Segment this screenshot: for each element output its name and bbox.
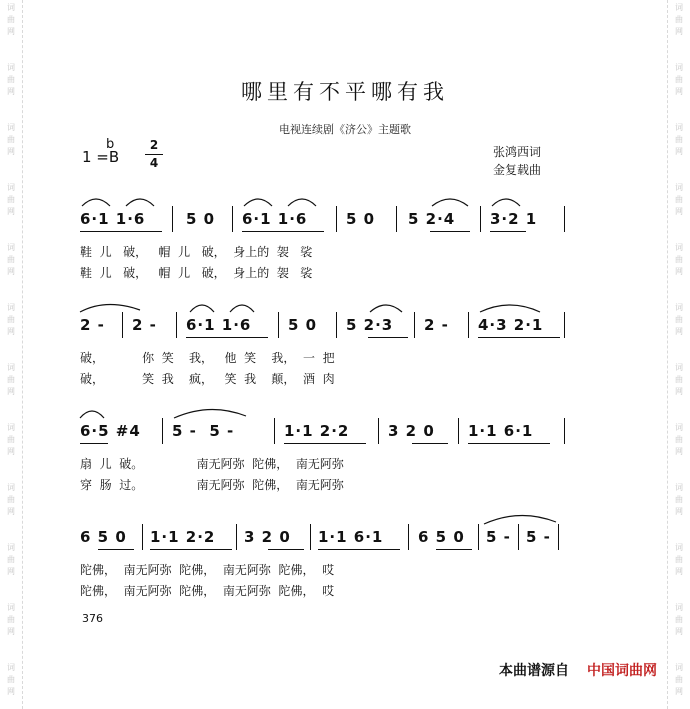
watermark-char: 曲 <box>7 615 15 624</box>
lyrics-verse-1: 扇 儿 破。 南无阿弥 陀佛， 南无阿弥 <box>80 457 344 471</box>
beam-line <box>80 443 108 444</box>
watermark-char: 网 <box>675 627 683 636</box>
watermark-char: 词 <box>675 123 683 132</box>
lyricist: 张鸿西词 <box>493 145 542 159</box>
watermark-group <box>668 182 690 218</box>
watermark-group <box>668 362 690 398</box>
watermark-char: 曲 <box>7 435 15 444</box>
measure-notes: 5 0 <box>346 210 376 228</box>
lyrics-verse-1: 破， 你 笑 我， 他 笑 我， 一 把 <box>80 351 335 365</box>
measure-notes: 5 - <box>526 528 551 546</box>
watermark-char: 网 <box>675 27 683 36</box>
measure-notes: 5 0 <box>186 210 216 228</box>
credits <box>493 143 541 179</box>
watermark-group <box>0 2 22 38</box>
watermark-char: 词 <box>7 63 15 72</box>
watermark-char: 词 <box>675 483 683 492</box>
watermark-char: 词 <box>7 363 15 372</box>
watermark-char: 词 <box>7 303 15 312</box>
watermark-char: 曲 <box>7 315 15 324</box>
watermark-char: 曲 <box>675 135 683 144</box>
source-credit <box>499 660 657 680</box>
watermark-char: 词 <box>675 603 683 612</box>
watermark-char: 网 <box>7 567 15 576</box>
measure-notes: 2 - <box>132 316 157 334</box>
song-subtitle: 电视连续剧《济公》主题歌 <box>279 123 411 136</box>
composer: 金复载曲 <box>493 163 542 177</box>
beam-line <box>368 337 408 338</box>
flat-sign: b <box>106 137 115 152</box>
watermark-char: 网 <box>675 147 683 156</box>
watermark-char: 曲 <box>7 495 15 504</box>
watermark-char: 曲 <box>675 195 683 204</box>
lyrics-verse-1: 陀佛， 南无阿弥 陀佛， 南无阿弥 陀佛， 哎 <box>80 563 335 577</box>
watermark-group <box>668 542 690 578</box>
watermark-char: 词 <box>675 243 683 252</box>
watermark-char: 曲 <box>675 555 683 564</box>
lyrics-verse-1: 鞋 儿 破， 帽 儿 破， 身上的 袈 裟 <box>80 245 313 259</box>
watermark-char: 网 <box>675 207 683 216</box>
measure-notes: 3·2 1 <box>490 210 538 228</box>
watermark-group <box>0 422 22 458</box>
watermark-group <box>0 302 22 338</box>
meter-top: 2 <box>149 138 159 152</box>
bar-line <box>414 312 415 338</box>
score-system-3 <box>74 402 574 502</box>
watermark-group <box>668 602 690 638</box>
measure-notes: 6·1 1·6 <box>242 210 308 228</box>
bar-line <box>274 418 275 444</box>
beam-line <box>98 549 134 550</box>
watermark-char: 曲 <box>675 615 683 624</box>
measure-notes: 6·1 1·6 <box>80 210 146 228</box>
bar-line <box>122 312 123 338</box>
watermark-char: 曲 <box>675 675 683 684</box>
beam-line <box>268 549 304 550</box>
watermark-char: 网 <box>675 567 683 576</box>
beam-line <box>412 443 448 444</box>
measure-notes: 3 2 0 <box>388 422 435 440</box>
bar-line <box>278 312 279 338</box>
measure-notes: 6·1 1·6 <box>186 316 252 334</box>
watermark-group <box>0 602 22 638</box>
beam-line <box>242 231 324 232</box>
bar-line <box>162 418 163 444</box>
watermark-group <box>0 482 22 518</box>
watermark-char: 词 <box>7 603 15 612</box>
watermark-char: 网 <box>7 627 15 636</box>
score-system-2 <box>74 296 574 396</box>
watermark-char: 词 <box>675 363 683 372</box>
watermark-char: 网 <box>675 687 683 696</box>
watermark-char: 词 <box>675 543 683 552</box>
watermark-char: 曲 <box>675 15 683 24</box>
watermark-group <box>668 2 690 38</box>
watermark-char: 词 <box>675 63 683 72</box>
beam-line <box>436 549 472 550</box>
watermark-char: 词 <box>675 183 683 192</box>
beam-line <box>186 337 268 338</box>
measure-notes: 6·5 #4 <box>80 422 141 440</box>
source-site-link[interactable]: 中国词曲网 <box>587 663 657 679</box>
measure-notes: 5 - <box>486 528 511 546</box>
measure-notes: 4·3 2·1 <box>478 316 544 334</box>
watermark-group <box>668 482 690 518</box>
beam-line <box>468 443 550 444</box>
key-signature <box>82 137 120 166</box>
watermark-char: 网 <box>7 387 15 396</box>
watermark-char: 网 <box>7 267 15 276</box>
page-number: 376 <box>82 612 103 625</box>
score-system-1 <box>74 190 574 290</box>
watermark-char: 网 <box>7 27 15 36</box>
watermark-char: 曲 <box>675 375 683 384</box>
watermark-char: 网 <box>7 87 15 96</box>
measure-notes: 5 2·4 <box>408 210 456 228</box>
watermark-char: 词 <box>675 3 683 12</box>
watermark-char: 曲 <box>675 75 683 84</box>
watermark-group <box>0 662 22 698</box>
left-watermark-strip <box>0 0 23 709</box>
watermark-char: 网 <box>675 327 683 336</box>
watermark-char: 曲 <box>7 675 15 684</box>
measure-notes: 5 2·3 <box>346 316 394 334</box>
watermark-char: 曲 <box>675 255 683 264</box>
bar-line <box>458 418 459 444</box>
watermark-char: 词 <box>7 3 15 12</box>
bar-line <box>336 312 337 338</box>
watermark-char: 词 <box>7 483 15 492</box>
watermark-char: 网 <box>675 387 683 396</box>
beam-line <box>430 231 470 232</box>
lyrics-verse-2: 鞋 儿 破， 帽 儿 破， 身上的 袈 裟 <box>80 266 313 280</box>
measure-notes: 1·1 2·2 <box>284 422 350 440</box>
key-label: 1 = <box>82 148 109 166</box>
bar-line <box>564 418 565 444</box>
measure-notes: 1·1 2·2 <box>150 528 216 546</box>
watermark-group <box>0 242 22 278</box>
watermark-char: 曲 <box>7 15 15 24</box>
watermark-char: 网 <box>7 207 15 216</box>
watermark-group <box>668 302 690 338</box>
watermark-char: 曲 <box>675 495 683 504</box>
right-watermark-strip <box>667 0 690 709</box>
watermark-char: 网 <box>675 447 683 456</box>
bar-line <box>564 312 565 338</box>
score-system-4 <box>74 508 574 608</box>
source-label: 本曲谱源自 <box>499 663 569 679</box>
watermark-char: 曲 <box>7 75 15 84</box>
watermark-group <box>668 242 690 278</box>
watermark-char: 网 <box>675 87 683 96</box>
watermark-char: 词 <box>7 423 15 432</box>
watermark-char: 网 <box>7 507 15 516</box>
measure-notes: 3 2 0 <box>244 528 291 546</box>
beam-line <box>150 549 232 550</box>
watermark-char: 曲 <box>7 375 15 384</box>
watermark-char: 词 <box>7 123 15 132</box>
watermark-char: 曲 <box>675 435 683 444</box>
beam-line <box>284 443 366 444</box>
watermark-char: 网 <box>7 687 15 696</box>
watermark-char: 曲 <box>7 255 15 264</box>
watermark-char: 词 <box>675 423 683 432</box>
lyrics-verse-2: 穿 肠 过。 南无阿弥 陀佛， 南无阿弥 <box>80 478 344 492</box>
bar-line <box>378 418 379 444</box>
time-signature <box>145 138 163 171</box>
watermark-char: 网 <box>7 327 15 336</box>
bar-line <box>468 312 469 338</box>
slur-marks <box>74 190 574 214</box>
beam-line <box>478 337 560 338</box>
beam-line <box>490 231 526 232</box>
watermark-char: 曲 <box>7 195 15 204</box>
beam-line <box>80 231 162 232</box>
watermark-group <box>668 422 690 458</box>
watermark-group <box>668 662 690 698</box>
measure-notes: 5 - 5 - <box>172 422 235 440</box>
slur-marks <box>74 508 574 532</box>
lyrics-verse-2: 陀佛， 南无阿弥 陀佛， 南无阿弥 陀佛， 哎 <box>80 584 335 598</box>
watermark-char: 曲 <box>7 555 15 564</box>
measure-notes: 2 - <box>80 316 105 334</box>
beam-line <box>318 549 400 550</box>
bar-line <box>176 312 177 338</box>
watermark-char: 词 <box>7 183 15 192</box>
watermark-char: 词 <box>675 663 683 672</box>
watermark-group <box>0 362 22 398</box>
measure-notes: 1·1 6·1 <box>318 528 384 546</box>
watermark-char: 网 <box>675 507 683 516</box>
meter-bottom: 4 <box>149 156 159 170</box>
watermark-char: 曲 <box>7 135 15 144</box>
watermark-char: 网 <box>7 147 15 156</box>
watermark-char: 曲 <box>675 315 683 324</box>
watermark-char: 词 <box>7 663 15 672</box>
measure-notes: 5 0 <box>288 316 318 334</box>
measure-notes: 6 5 0 <box>418 528 465 546</box>
measure-notes: 6 5 0 <box>80 528 127 546</box>
watermark-char: 词 <box>7 243 15 252</box>
song-title: 哪里有不平哪有我 <box>241 80 449 104</box>
watermark-char: 词 <box>7 543 15 552</box>
key-note: B <box>108 148 120 166</box>
watermark-char: 网 <box>7 447 15 456</box>
watermark-group <box>0 182 22 218</box>
lyrics-verse-2: 破， 笑 我 疯， 笑 我 颠， 酒 肉 <box>80 372 335 386</box>
measure-notes: 1·1 6·1 <box>468 422 534 440</box>
watermark-char: 词 <box>675 303 683 312</box>
watermark-group <box>0 542 22 578</box>
watermark-char: 网 <box>675 267 683 276</box>
measure-notes: 2 - <box>424 316 449 334</box>
